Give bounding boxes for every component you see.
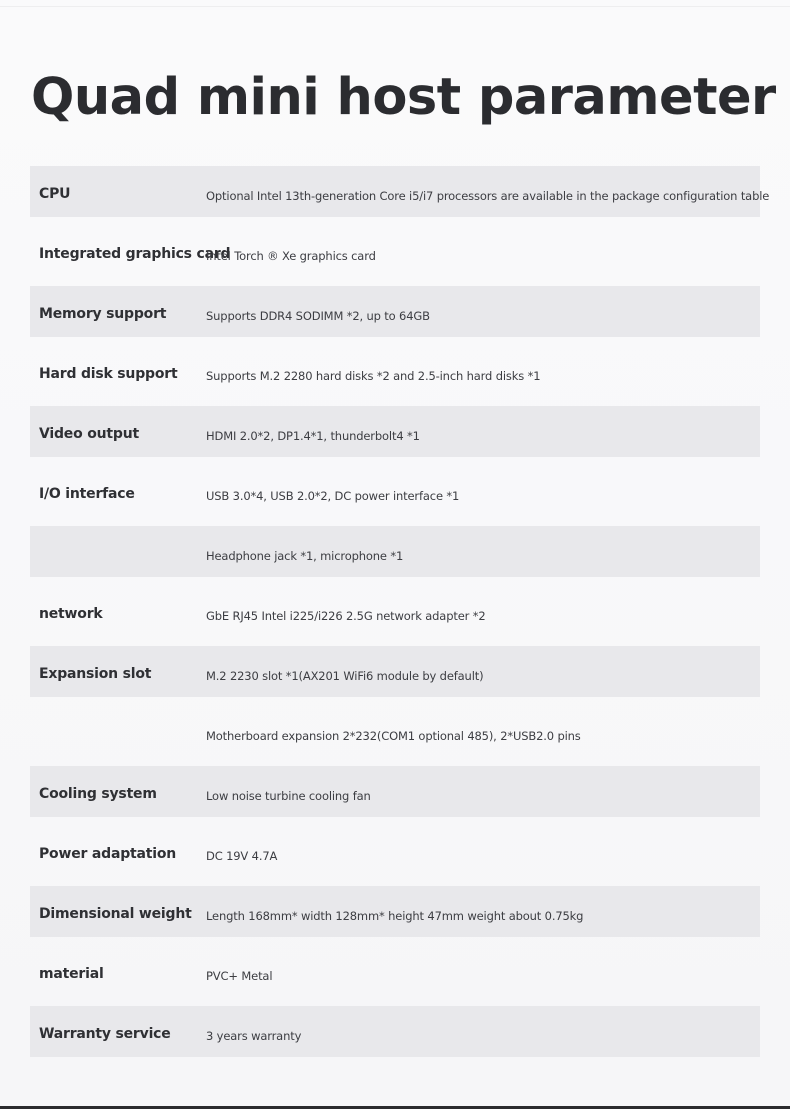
spec-value: HDMI 2.0*2, DP1.4*1, thunderbolt4 *1 [206,429,420,443]
spec-label: Power adaptation [39,846,177,862]
spec-value: Length 168mm* width 128mm* height 47mm weight about 0.75kg [206,909,584,923]
spec-value: 3 years warranty [206,1029,302,1043]
spec-row-io-interface-audio [30,526,760,586]
spec-row-graphics [30,226,760,286]
spec-label: material [39,966,104,982]
spec-label: CPU [39,186,71,202]
spec-value: Optional Intel 13th-generation Core i5/i7 processors are available in the package configuration table [206,189,770,203]
spec-value: Supports M.2 2280 hard disks *2 and 2.5-inch hard disks *1 [206,369,541,383]
spec-label: Hard disk support [39,366,178,382]
spec-label: Cooling system [39,786,157,802]
spec-row-expansion-slot [30,646,760,706]
spec-row-io-interface [30,466,760,526]
spec-value: Intel Torch ® Xe graphics card [206,249,376,263]
spec-row-cooling [30,766,760,826]
spec-row-expansion-motherboard [30,706,760,766]
spec-value: Motherboard expansion 2*232(COM1 optional 485), 2*USB2.0 pins [206,729,581,743]
spec-value: DC 19V 4.7A [206,849,278,863]
spec-label: Video output [39,426,139,442]
spec-row-power [30,826,760,886]
spec-value: Headphone jack *1, microphone *1 [206,549,404,563]
spec-label: network [39,606,103,622]
spec-label: Warranty service [39,1026,171,1042]
spec-row-warranty [30,1006,760,1066]
spec-value: Supports DDR4 SODIMM *2, up to 64GB [206,309,430,323]
spec-row-hard-disk [30,346,760,406]
spec-row-dimensional-weight [30,886,760,946]
spec-label: Expansion slot [39,666,152,682]
spec-row-video-output [30,406,760,466]
spec-row-cpu [30,166,770,226]
spec-value: GbE RJ45 Intel i225/i226 2.5G network adapter *2 [206,609,486,623]
spec-row-memory [30,286,760,346]
spec-table [30,166,770,1066]
spec-label: Dimensional weight [39,906,192,922]
spec-value: Low noise turbine cooling fan [206,789,371,803]
spec-row-network [30,586,760,646]
spec-label: Integrated graphics card [39,246,231,262]
spec-row-material [30,946,760,1006]
page-title: Quad mini host parameter [31,68,776,127]
spec-value: USB 3.0*4, USB 2.0*2, DC power interface *1 [206,489,460,503]
spec-value: PVC+ Metal [206,969,273,983]
spec-label: I/O interface [39,486,135,502]
spec-value: M.2 2230 slot *1(AX201 WiFi6 module by default) [206,669,484,683]
spec-label: Memory support [39,306,167,322]
top-divider [0,6,790,7]
